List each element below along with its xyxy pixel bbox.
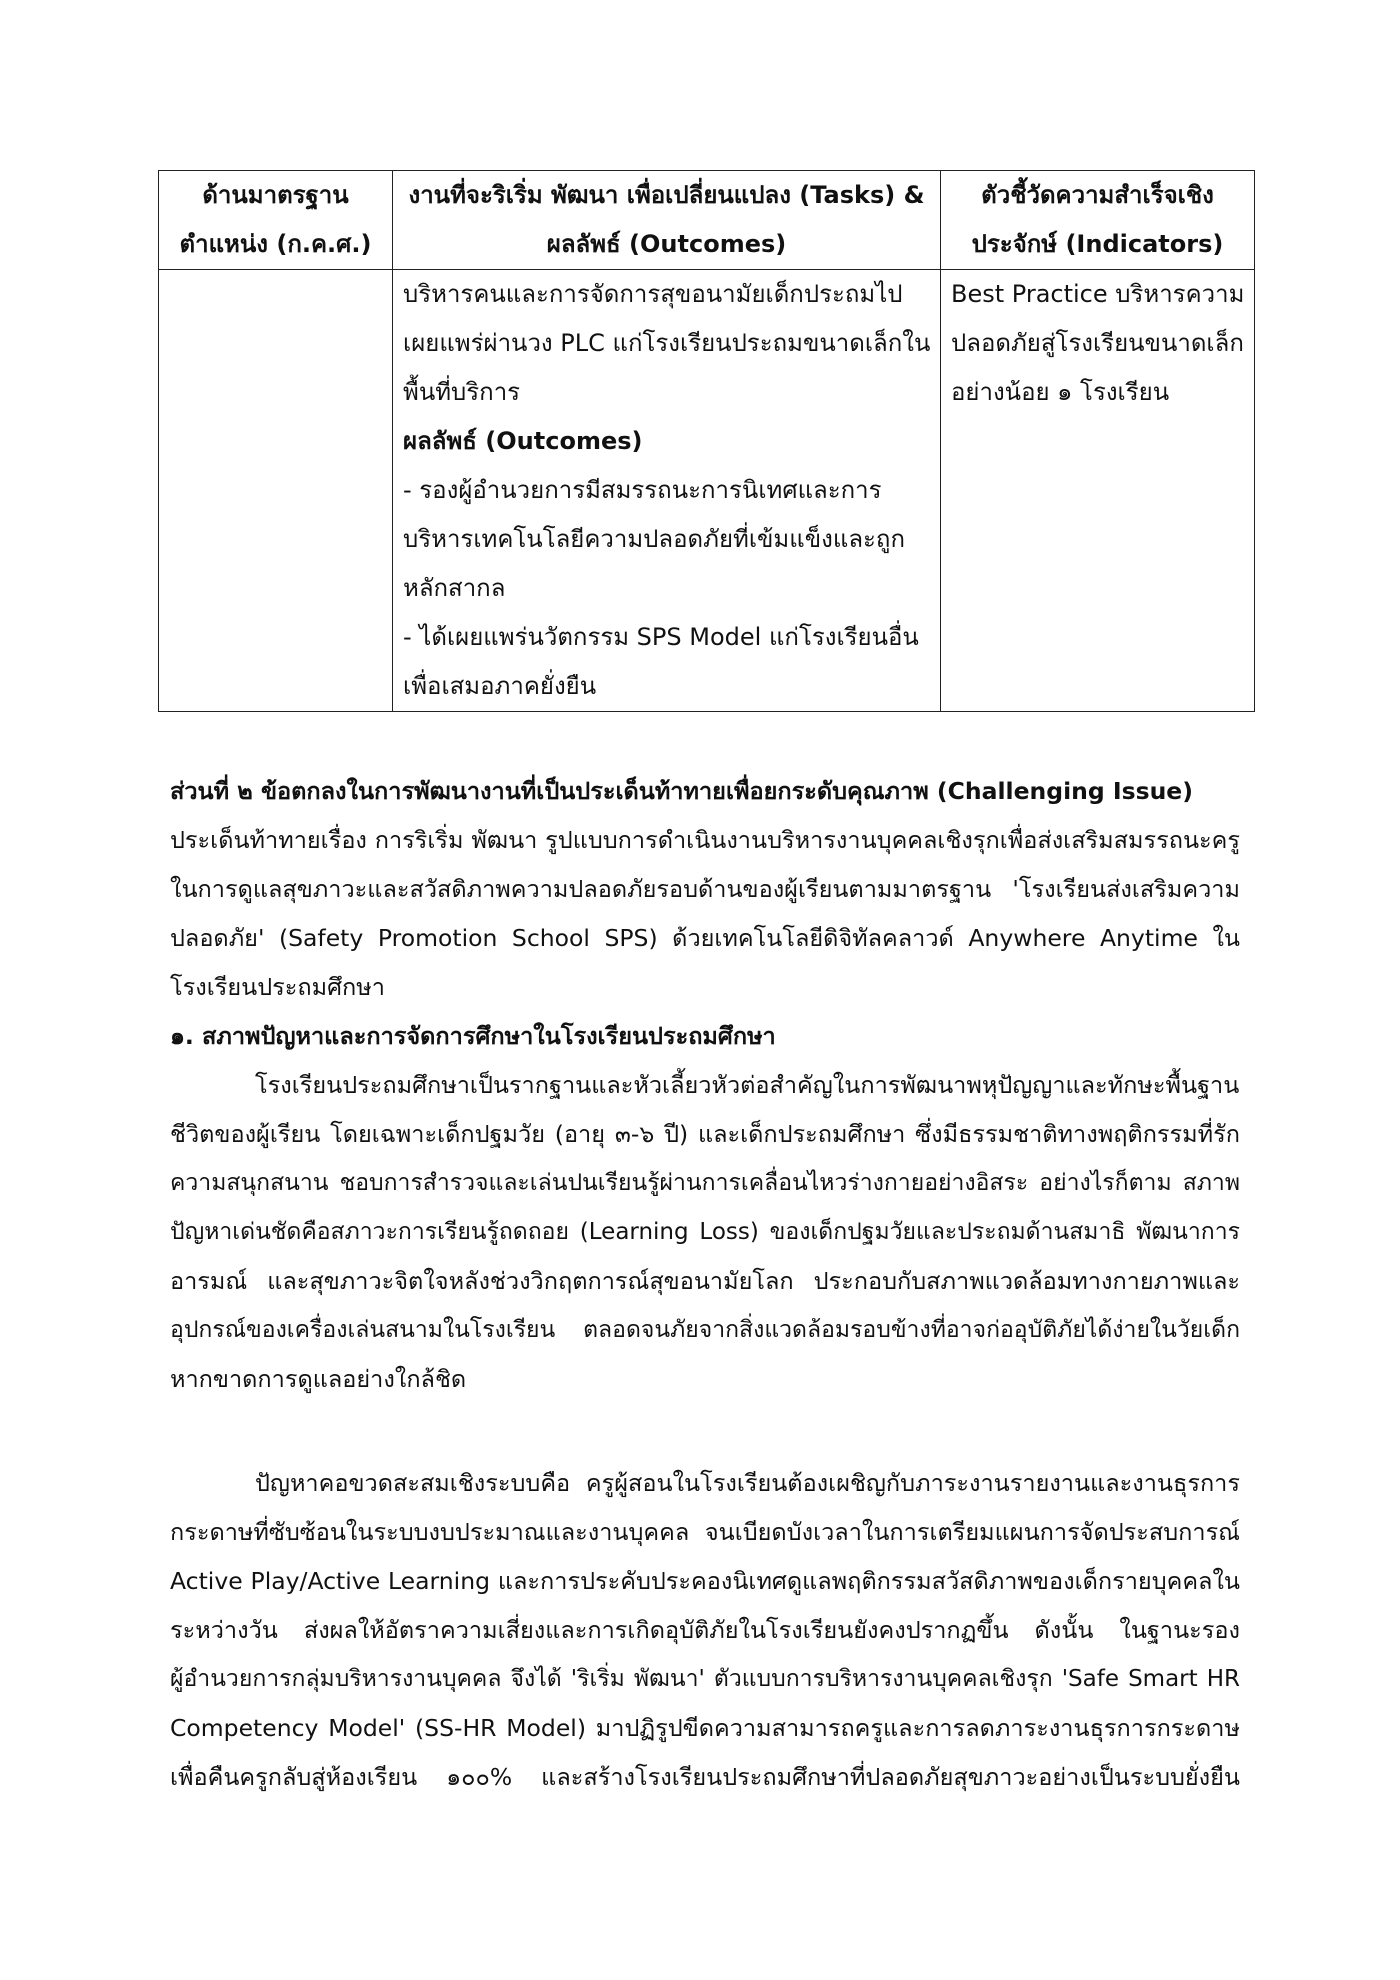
cell-line: พื้นที่บริการ xyxy=(403,378,521,406)
paragraph-line: Active Play/Active Learning และการประคับประคองนิเทศดูแลพฤติกรรมสวัสดิภาพของเด็กรายบุคคลใน xyxy=(170,1567,1240,1595)
table-row xyxy=(159,270,1255,712)
section1-heading: ๑. สภาพปัญหาและการจัดการศึกษาในโรงเรียนประถมศึกษา xyxy=(170,1022,776,1050)
paragraph-line: กระดาษที่ซับซ้อนในระบบงบประมาณและงานบุคคล จนเบียดบังเวลาในการเตรียมแผนการจัดประสบการณ์ xyxy=(170,1518,1240,1546)
cell-line: Best Practice บริหารความ xyxy=(951,280,1245,308)
cell-line: ปลอดภัยสู่โรงเรียนขนาดเล็ก xyxy=(951,329,1244,357)
paragraph-line: เพื่อคืนครูกลับสู่ห้องเรียน ๑๐๐% และสร้างโรงเรียนประถมศึกษาที่ปลอดภัยสุขภาวะอย่างเป็นระบบยั่งยืน xyxy=(170,1763,1240,1791)
header-line: ตำแหน่ง (ก.ค.ศ.) xyxy=(179,230,372,258)
tasks-table xyxy=(158,170,1255,712)
cell-line: เผยแพร่ผ่านวง PLC แก่โรงเรียนประถมขนาดเล็กใน xyxy=(403,329,931,357)
paragraph-line: ชีวิตของผู้เรียน โดยเฉพาะเด็กปฐมวัย (อายุ ๓-๖ ปี) และเด็กประถมศึกษา ซึ่งมีธรรมชาติทางพฤติกรรมที่รัก xyxy=(170,1120,1240,1148)
header-line: งานที่จะริเริ่ม พัฒนา เพื่อเปลี่ยนแปลง (Tasks) & xyxy=(408,181,925,209)
paragraph-line: โรงเรียนประถมศึกษาเป็นรากฐานและหัวเลี้ยวหัวต่อสำคัญในการพัฒนาพหุปัญญาและทักษะพื้นฐาน xyxy=(255,1071,1240,1099)
paragraph-2 xyxy=(170,1459,1240,1802)
header-line: ด้านมาตรฐาน xyxy=(202,181,349,209)
header-line: ผลลัพธ์ (Outcomes) xyxy=(546,230,787,258)
header-line: ประจักษ์ (Indicators) xyxy=(971,230,1224,258)
paragraph-line: อุปกรณ์ของเครื่องเล่นสนามในโรงเรียน ตลอดจนภัยจากสิ่งแวดล้อมรอบข้างที่อาจก่ออุบัติภัยได้ง่ายในวัยเด็ก xyxy=(170,1317,1240,1343)
header-standard xyxy=(159,171,393,270)
paragraph-line: อารมณ์ และสุขภาวะจิตใจหลังช่วงวิกฤตการณ์สุขอนามัยโลก ประกอบกับสภาพแวดล้อมทางกายภาพและ xyxy=(170,1267,1240,1295)
part2-section xyxy=(170,767,1240,1404)
paragraph-line: ปัญหาคอขวดสะสมเชิงระบบคือ ครูผู้สอนในโรงเรียนต้องเผชิญกับภาระงานรายงานและงานธุรการ xyxy=(255,1469,1240,1497)
header-line: ตัวชี้วัดความสำเร็จเชิง xyxy=(981,181,1214,209)
cell-line: - รองผู้อำนวยการมีสมรรถนะการนิเทศและการ xyxy=(403,476,882,504)
paragraph-line: ปัญหาเด่นชัดคือสภาวะการเรียนรู้ถดถอย (Learning Loss) ของเด็กปฐมวัยและประถมด้านสมาธิ พัฒนาการ xyxy=(170,1219,1240,1245)
outcomes-label: ผลลัพธ์ (Outcomes) xyxy=(403,427,643,455)
issue-line: ประเด็นท้าทายเรื่อง การริเริ่ม พัฒนา รูปแบบการดำเนินงานบริหารงานบุคคลเชิงรุกเพื่อส่งเสริมสมรรถนะครู xyxy=(170,826,1240,854)
paragraph-line: ระหว่างวัน ส่งผลให้อัตราความเสี่ยงและการเกิดอุบัติภัยในโรงเรียนยังคงปรากฏขึ้น ดังนั้น ในฐานะรอง xyxy=(170,1616,1240,1644)
cell-line: บริหารเทคโนโลยีความปลอดภัยที่เข้มแข็งและถูก xyxy=(403,525,905,553)
header-indicators xyxy=(941,171,1255,270)
issue-line: โรงเรียนประถมศึกษา xyxy=(170,973,385,1001)
paragraph-line: หากขาดการดูแลอย่างใกล้ชิด xyxy=(170,1365,467,1393)
paragraph-line: ผู้อำนวยการกลุ่มบริหารงานบุคคล จึงได้ 'ริเริ่ม พัฒนา' ตัวแบบการบริหารงานบุคคลเชิงรุก 'Safe Smart HR xyxy=(170,1666,1240,1692)
cell-line: บริหารคนและการจัดการสุขอนามัยเด็กประถมไป xyxy=(403,280,903,308)
cell-indicators xyxy=(941,270,1255,712)
cell-standard xyxy=(159,270,393,712)
cell-line: อย่างน้อย ๑ โรงเรียน xyxy=(951,378,1170,406)
part2-heading: ส่วนที่ ๒ ข้อตกลงในการพัฒนางานที่เป็นประเด็นท้าทายเพื่อยกระดับคุณภาพ (Challenging Issue) xyxy=(170,777,1193,805)
header-tasks xyxy=(393,171,941,270)
cell-line: - ได้เผยแพร่นวัตกรรม SPS Model แก่โรงเรียนอื่น xyxy=(403,623,919,651)
issue-line: ปลอดภัย' (Safety Promotion School SPS) ด้วยเทคโนโลยีดิจิทัลคลาวด์ Anywhere Anytime ใน xyxy=(170,924,1240,952)
paragraph-line: Competency Model' (SS-HR Model) มาปฏิรูปขีดความสามารถครูและการลดภาระงานธุรการกระดาษ xyxy=(170,1714,1240,1742)
cell-line: หลักสากล xyxy=(403,574,506,602)
cell-tasks xyxy=(393,270,941,712)
table-header-row xyxy=(159,171,1255,270)
cell-line: เพื่อเสมอภาคยั่งยืน xyxy=(403,672,597,700)
issue-line: ในการดูแลสุขภาวะและสวัสดิภาพความปลอดภัยรอบด้านของผู้เรียนตามมาตรฐาน 'โรงเรียนส่งเสริมความ xyxy=(170,875,1240,903)
paragraph-line: ความสนุกสนาน ชอบการสำรวจและเล่นปนเรียนรู้ผ่านการเคลื่อนไหวร่างกายอย่างอิสระ อย่างไรก็ตาม สภาพ xyxy=(170,1170,1240,1196)
